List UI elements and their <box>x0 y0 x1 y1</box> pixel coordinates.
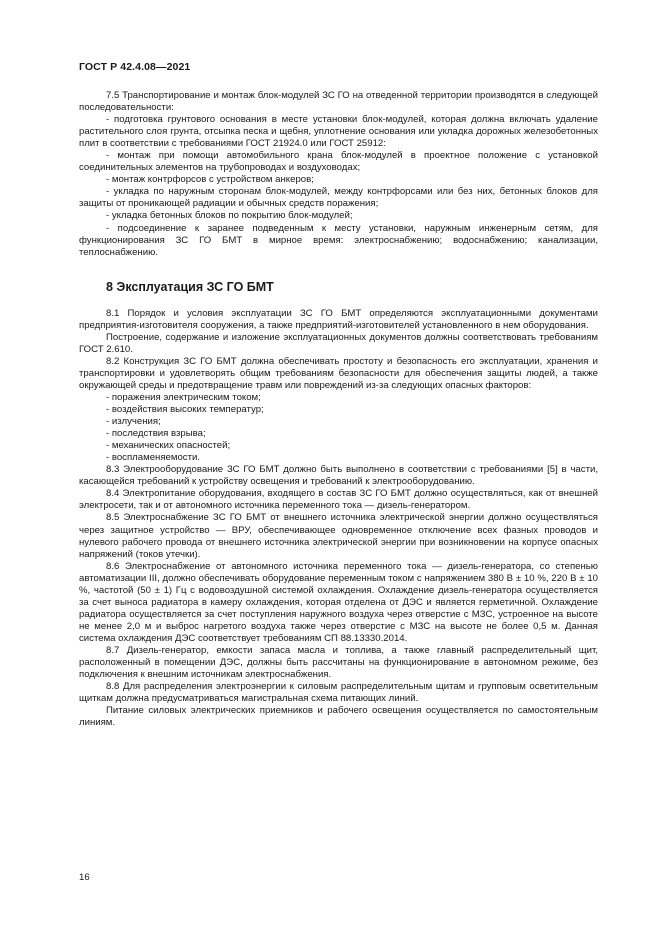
paragraph-8-3: 8.3 Электрооборудование ЗС ГО БМТ должно быть выполнено в соответствии с требованиями [5] в части, касающейся требований к устройству освещения и требований к электрооборудованию. <box>79 464 598 488</box>
list-item: - укладка бетонных блоков по покрытию блок-модулей; <box>106 210 353 222</box>
paragraph-7-5: 7.5 Транспортирование и монтаж блок-модулей ЗС ГО на отведенной территории производятся в следующей последовательности: <box>79 90 598 114</box>
paragraph-8-8: 8.8 Для распределения электроэнергии к силовым распределительным щитам и групповым осветительным щиткам должна предусматриваться магистральная схема питающих линий. <box>79 681 598 705</box>
list-item: - воспламеняемости. <box>106 452 201 464</box>
list-item: - воздействия высоких температур; <box>106 404 264 416</box>
list-item: - монтаж контрфорсов с устройством анкеров; <box>106 174 314 186</box>
list-item: - поражения электрическим током; <box>106 391 261 403</box>
list-item: - подсоединение к заранее подведенным к месту установки, наружным инженерным сетям, для функционирования ЗС ГО БМТ в мирное время: электроснабжению; водоснабжению; канализации, теплоснабжению. <box>79 222 598 258</box>
paragraph-8-4: 8.4 Электропитание оборудования, входящего в состав ЗС ГО БМТ должно осуществляться, как от внешней электросети, так и от автономного источника переменного тока — дизель-генератором. <box>79 488 598 512</box>
list-item: - укладка по наружным сторонам блок-модулей, между контрфорсами или без них, бетонных блоков для защиты от проникающей радиации и обычных средств поражения; <box>79 186 598 210</box>
document-body <box>79 90 598 729</box>
list-item: - излучения; <box>106 416 161 428</box>
list-item: - подготовка грунтового основания в месте установки блок-модулей, которая должна включать удаление растительного слоя грунта, отсыпка песка и щебня, уплотнение основания или укладка дорожных железобетонных плит в соответствии с требованиями ГОСТ 21924.0 или ГОСТ 25912: <box>79 114 598 150</box>
list-item: - механических опасностей; <box>106 440 231 452</box>
page-number: 16 <box>79 872 90 883</box>
paragraph-8-7: 8.7 Дизель-генератор, емкости запаса масла и топлива, а также главный распределительный щит, расположенный в помещении ДЭС, должны быть рассчитаны на функционирование в автономном режиме, без подключения к внешним источникам электроснабжения. <box>79 644 598 681</box>
paragraph-8-5: 8.5 Электроснабжение ЗС ГО БМТ от внешнего источника электрической энергии должно осуществляться через защитное устройство — ВРУ, обеспечивающее одновременное отключение всех фазных проводов и нулевого рабочего провода от внешнего источника электрической энергии при возникновении на корпусе опасных напряжений (токов утечки). <box>79 512 598 560</box>
document-code-header: ГОСТ Р 42.4.08—2021 <box>79 61 191 73</box>
list-item: - последствия взрыва; <box>106 428 206 440</box>
list-item: - монтаж при помощи автомобильного крана блок-модулей в проектное положение с установкой соединительных элементов на трубопроводах и воздуховодах; <box>79 150 598 174</box>
paragraph-8-6: 8.6 Электроснабжение от автономного источника переменного тока — дизель-генератора, со степенью автоматизации III, должно обеспечивать оборудование переменным током с напряжением 380 В ± 10 %, 220 В ± 10 %, частотой (50 ± 1) Гц с водовоздушной системой охлаждения. Охлаждение дизель-генератора осуществляется за счет выноса радиатора в камеру охлаждения, которая отделена от ДЭС и является герметичной. Охлаждение радиатора осуществляется за счет поступления наружного воздуха через отверстие с МЗС, устроенное на высоте не менее 2,0 м и выброс нагретого воздуха также через отверстие с МЗС на высоте не более 0,5 м. Данная система охлаждения ДЭС соответствует требованиям СП 88.13330.2014. <box>79 560 598 644</box>
section-8-heading: 8 Эксплуатация ЗС ГО БМТ <box>106 279 274 294</box>
paragraph-8-8-b: Питание силовых электрических приемников и рабочего освещения осуществляется по самостоятельным линиям. <box>79 705 598 729</box>
paragraph-8-1-b: Построение, содержание и изложение эксплуатационных документов должны соответствовать требованиям ГОСТ 2.610. <box>79 331 598 355</box>
paragraph-8-2: 8.2 Конструкция ЗС ГО БМТ должна обеспечивать простоту и безопасность его эксплуатации, хранения и транспортировки и удовлетворять общим требованиям безопасности для обеспечения защиты людей, а также окружающей среды и предотвращение травм или повреждений из-за следующих опасных факторов: <box>79 355 598 391</box>
paragraph-8-1: 8.1 Порядок и условия эксплуатации ЗС ГО БМТ определяются эксплуатационными документами предприятия-изготовителя сооружения, а также предприятий-изготовителей установленного в нем оборудования. <box>79 307 598 331</box>
